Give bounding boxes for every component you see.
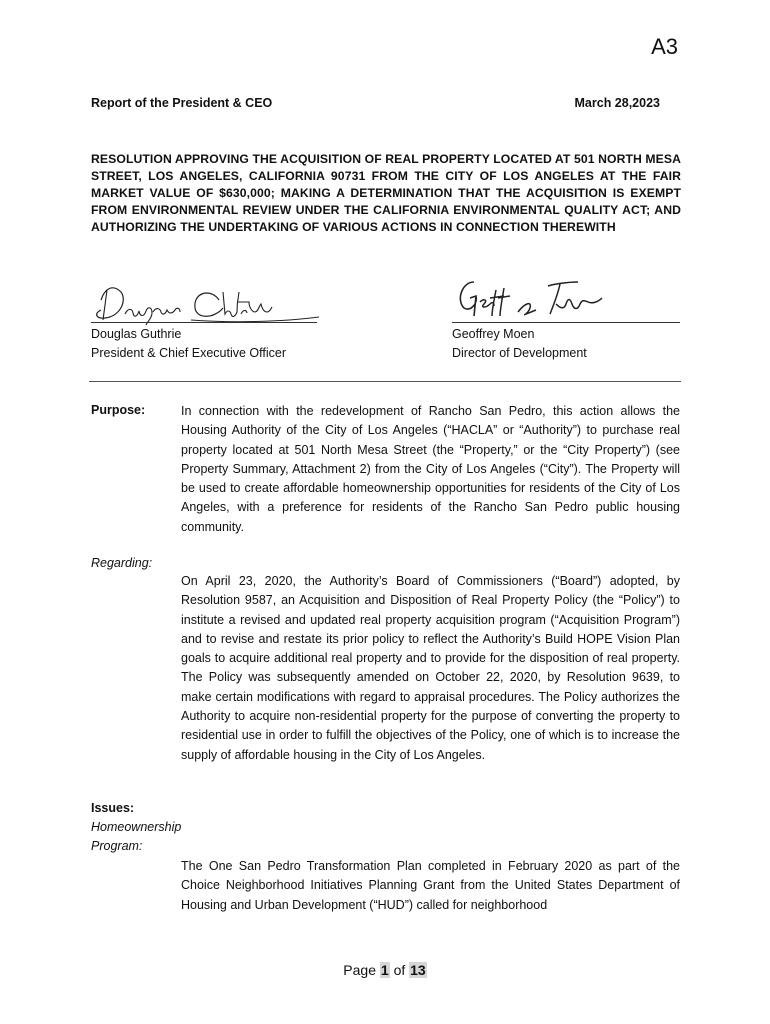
page-footer bbox=[0, 962, 770, 978]
regarding-paragraph: On April 23, 2020, the Authority’s Board of Commissioners (“Board”) adopted, by Resolution 9587, an Acquisition and Disposition of Real Property Policy (the “Policy”) to institute a revised and updated real property acquisition program (“Acquisition Program”) and to revise and restate its prior policy to reflect the Authority’s Build HOPE Vision Plan goals to acquire additional real property and to provide for the disposition of real property. The Policy was subsequently amended on October 22, 2020, by Resolution 9639, to make certain modifications with regard to appraisal procedures. The Policy authorizes the Authority to acquire non-residential property for the purpose of converting the property to residential use in order to fulfill the objectives of the Policy, one of which is to increase the supply of affordable housing in the City of Los Angeles. bbox=[181, 574, 680, 762]
footer-current-page: 1 bbox=[380, 962, 389, 978]
section-divider bbox=[89, 381, 681, 382]
issues-label: Issues: bbox=[91, 801, 135, 815]
purpose-label: Purpose: bbox=[91, 403, 146, 417]
footer-page-word: Page bbox=[343, 962, 376, 978]
issues-paragraph: The One San Pedro Transformation Plan completed in February 2020 as part of the Choice Neighborhood Initiatives Planning Grant from the United States Department of Housing and Urban Development (“HUD”) called for neighborhood bbox=[181, 859, 680, 912]
program-label: Program: bbox=[91, 839, 143, 853]
page-label: A3 bbox=[651, 34, 678, 59]
signature-douglas-guthrie bbox=[91, 270, 321, 326]
resolution-title: RESOLUTION APPROVING THE ACQUISITION OF REAL PROPERTY LOCATED AT 501 NORTH MESA STREET, LOS ANGELES, CALIFORNIA 90731 FROM THE CITY OF LOS ANGELES AT THE FAIR MARKET VALUE OF $630,000; MAKING A DETERMINATION THAT THE ACQUISITION IS EXEMPT FROM ENVIRONMENTAL REVIEW UNDER THE CALIFORNIA ENVIRONMENTAL QUALITY ACT; AND AUTHORIZING THE UNDERTAKING OF VARIOUS ACTIONS IN CONNECTION THEREWITH bbox=[91, 152, 682, 234]
signature-geoffrey-moen bbox=[452, 270, 682, 326]
homeownership-label: Homeownership bbox=[91, 820, 182, 834]
signer-role-left: President & Chief Executive Officer bbox=[91, 346, 286, 360]
signer-role-right: Director of Development bbox=[452, 346, 587, 360]
signer-name-right: Geoffrey Moen bbox=[452, 327, 535, 341]
report-header-date: March 28,2023 bbox=[574, 96, 660, 110]
signature-line-left bbox=[91, 322, 317, 323]
footer-of-word: of bbox=[393, 962, 406, 978]
signature-line-right bbox=[452, 322, 680, 323]
report-header-left: Report of the President & CEO bbox=[91, 96, 273, 110]
purpose-paragraph: In connection with the redevelopment of Rancho San Pedro, this action allows the Housing Authority of the City of Los Angeles (“HACLA” or “Authority”) to purchase real property located at 501 North Mesa Street (the “Property,” or the “City Property”) (see Property Summary, Attachment 2) from the City of Los Angeles (“City”). The Property will be used to create affordable homeownership opportunities for residents of the City of Los Angeles, with a preference for residents of the Rancho San Pedro public housing community. bbox=[181, 404, 680, 534]
footer-total-pages: 13 bbox=[410, 962, 426, 978]
regarding-label: Regarding: bbox=[91, 556, 153, 570]
signer-name-left: Douglas Guthrie bbox=[91, 327, 182, 341]
